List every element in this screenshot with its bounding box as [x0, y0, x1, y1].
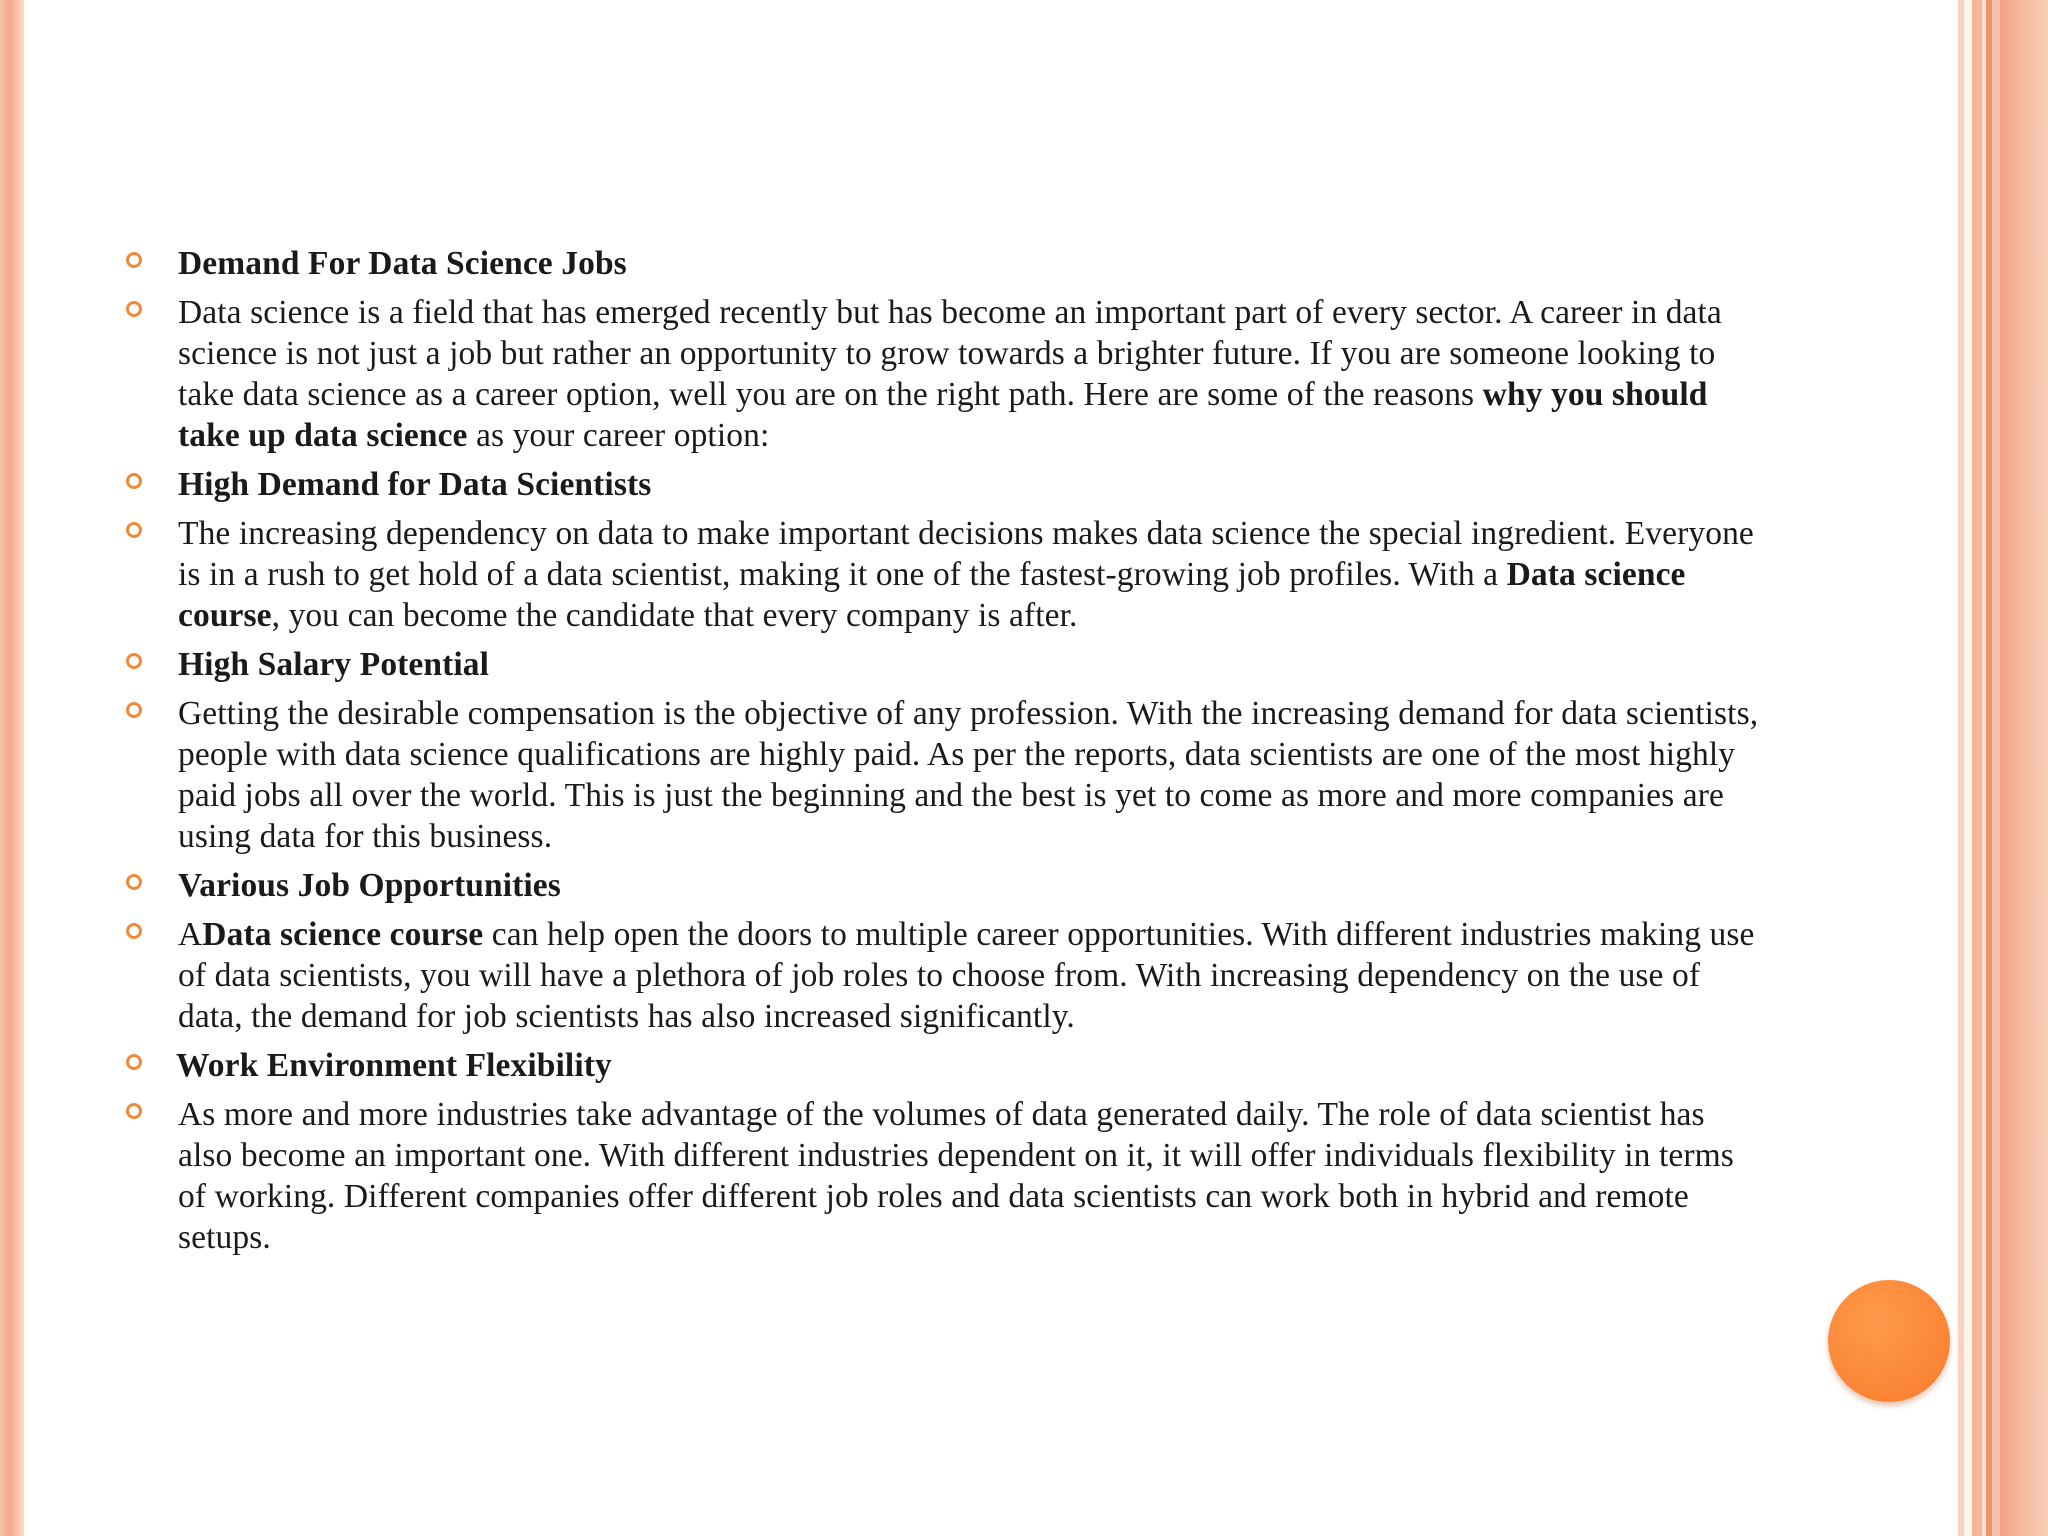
bullet-circle-icon: [126, 874, 142, 890]
bullet-circle-icon: [126, 1103, 142, 1119]
bullet-heading: [120, 644, 1760, 685]
bullet-paragraph: [120, 693, 1760, 857]
paragraph-bold-text: Data science course: [202, 916, 484, 953]
bullet-paragraph: [120, 1094, 1760, 1258]
right-border-stripe: [2000, 0, 2048, 1536]
bullet-circle-icon: [126, 1054, 142, 1070]
paragraph-bold-text: Data science course: [178, 556, 1686, 634]
heading-work-flexibility: Work Environment Flexibility: [176, 1047, 612, 1084]
bullet-paragraph: [120, 914, 1760, 1037]
paragraph-text: The increasing dependency on data to make important decisions makes data science the special ingredient. Everyone is in a rush to get hold of a data scientist, making it one of the fastest-growing job profiles. With a: [178, 515, 1754, 593]
paragraph-text: A: [178, 916, 203, 953]
bullet-circle-icon: [126, 923, 142, 939]
paragraph-text: , you can become the candidate that every company is after.: [271, 597, 1078, 634]
orange-circle-decoration: [1828, 1280, 1950, 1402]
right-border-stripe: [1992, 0, 2000, 1536]
right-border-stripe: [1972, 0, 1982, 1536]
paragraph-text: As more and more industries take advantage of the volumes of data generated daily. The role of data scientist has also become an important one. With different industries dependent on it, it will offer individuals flexibility in terms of working. Different companies offer different job roles and data scientists can work both in hybrid and remote setups.: [178, 1096, 1734, 1256]
bullet-heading: [120, 243, 1760, 284]
heading-high-salary: High Salary Potential: [178, 646, 490, 683]
bullet-heading: [120, 464, 1760, 505]
bullet-circle-icon: [126, 653, 142, 669]
paragraph-text: as your career option:: [467, 417, 770, 454]
heading-demand-jobs: Demand For Data Science Jobs: [178, 245, 627, 282]
bullet-circle-icon: [126, 702, 142, 718]
paragraph-bold-text: why you should take up data science: [178, 376, 1708, 454]
left-border-stripe: [0, 0, 24, 1536]
bullet-list: [120, 243, 1760, 1266]
bullet-heading: [120, 1045, 1760, 1086]
bullet-paragraph: [120, 292, 1760, 456]
heading-high-demand: High Demand for Data Scientists: [178, 466, 652, 503]
bullet-heading: [120, 865, 1760, 906]
bullet-circle-icon: [126, 473, 142, 489]
paragraph-text: Data science is a field that has emerged recently but has become an important part of every sector. A career in data science is not just a job but rather an opportunity to grow towards a brighter future. If you are someone looking to take data science as a career option, well you are on the right path. Here are some of the reasons: [178, 294, 1722, 413]
bullet-circle-icon: [126, 252, 142, 268]
bullet-paragraph: [120, 513, 1760, 636]
right-border-stripe: [1964, 0, 1972, 1536]
paragraph-text: Getting the desirable compensation is the objective of any profession. With the increasing demand for data scientists, people with data science qualifications are highly paid. As per the reports, data scientists are one of the most highly paid jobs all over the world. This is just the beginning and the best is yet to come as more and more companies are using data for this business.: [178, 695, 1759, 855]
bullet-circle-icon: [126, 522, 142, 538]
bullet-circle-icon: [126, 301, 142, 317]
paragraph-text: can help open the doors to multiple career opportunities. With different industries making use of data scientists, you will have a plethora of job roles to choose from. With increasing dependency on the use of data, the demand for job scientists has also increased significantly.: [178, 916, 1755, 1035]
heading-job-opportunities: Various Job Opportunities: [178, 867, 561, 904]
